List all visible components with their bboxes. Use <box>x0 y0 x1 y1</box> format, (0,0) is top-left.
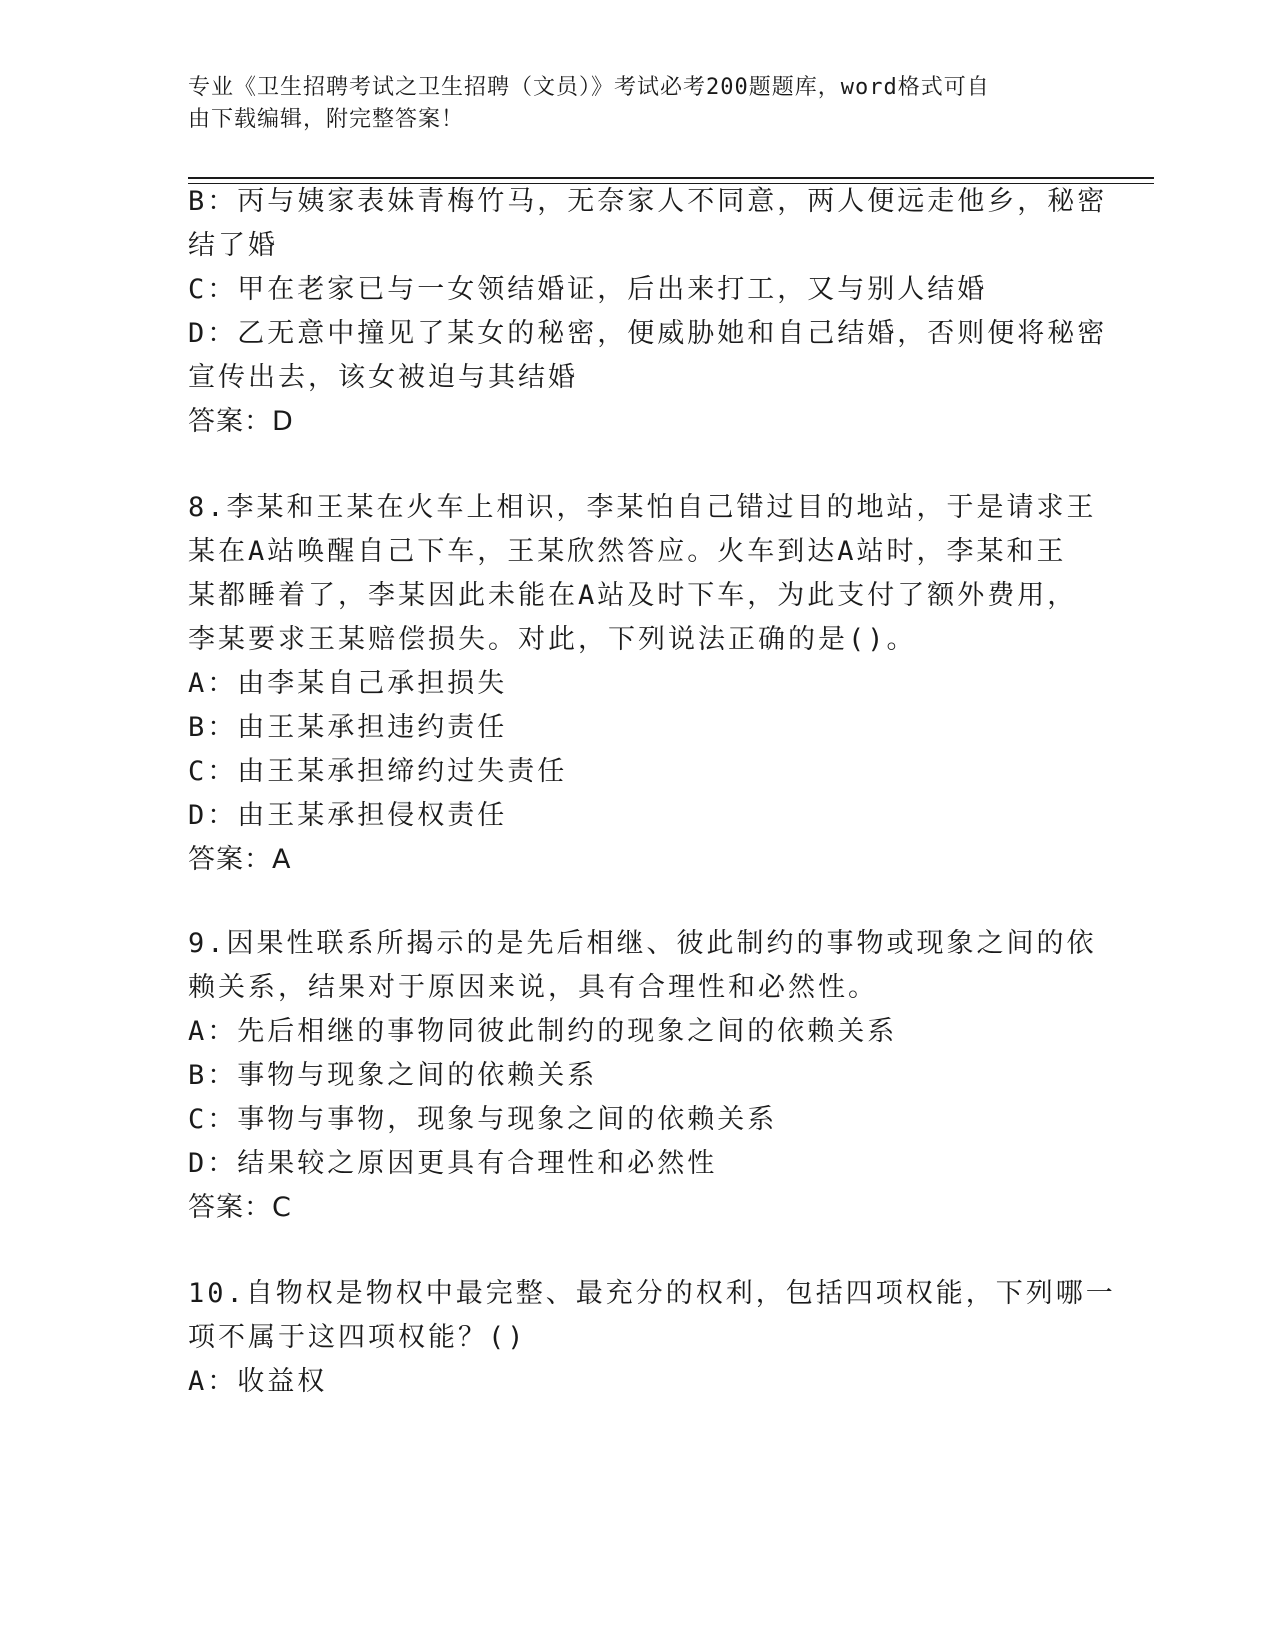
q9-stem-line-2: 赖关系，结果对于原因来说，具有合理性和必然性。 <box>188 972 878 1003</box>
q9-answer: 答案：C <box>188 1192 292 1223</box>
q10-option-a: A：收益权 <box>188 1366 328 1397</box>
q9-stem-line-1: 9.因果性联系所揭示的是先后相继、彼此制约的事物或现象之间的依 <box>188 928 1097 959</box>
q10-stem-line-2: 项不属于这四项权能？() <box>188 1322 527 1353</box>
q7-option-c: C：甲在老家已与一女领结婚证，后出来打工，又与别人结婚 <box>188 274 988 305</box>
q10-stem-line-1: 10.自物权是物权中最完整、最充分的权利，包括四项权能，下列哪一 <box>188 1278 1116 1309</box>
q9-option-b: B：事物与现象之间的依赖关系 <box>188 1060 598 1091</box>
header-line-1: 专业《卫生招聘考试之卫生招聘（文员）》考试必考200题题库，word格式可自 <box>188 75 990 100</box>
q8-stem-line-1: 8.李某和王某在火车上相识，李某怕自己错过目的地站，于是请求王 <box>188 492 1097 523</box>
q7-option-b-line-1: B：丙与姨家表妹青梅竹马，无奈家人不同意，两人便远走他乡，秘密 <box>188 186 1108 217</box>
q8-stem-line-2: 某在A站唤醒自己下车，王某欣然答应。火车到达A站时，李某和王 <box>188 536 1067 567</box>
q7-option-b-line-2: 结了婚 <box>188 230 278 261</box>
header-rule-thick <box>188 177 1154 179</box>
q7-option-d-line-1: D：乙无意中撞见了某女的秘密，便威胁她和自己结婚，否则便将秘密 <box>188 318 1108 349</box>
q9-option-c: C：事物与事物，现象与现象之间的依赖关系 <box>188 1104 778 1135</box>
q7-answer: 答案：D <box>188 406 294 437</box>
q8-option-c: C：由王某承担缔约过失责任 <box>188 756 568 787</box>
header-line-2: 由下载编辑，附完整答案！ <box>188 107 465 132</box>
q8-option-a: A：由李某自己承担损失 <box>188 668 508 699</box>
q7-option-d-line-2: 宣传出去，该女被迫与其结婚 <box>188 362 578 393</box>
q8-stem-line-4: 李某要求王某赔偿损失。对此，下列说法正确的是()。 <box>188 624 917 655</box>
q8-option-d: D：由王某承担侵权责任 <box>188 800 508 831</box>
q9-option-a: A：先后相继的事物同彼此制约的现象之间的依赖关系 <box>188 1016 898 1047</box>
q8-option-b: B：由王某承担违约责任 <box>188 712 508 743</box>
q8-stem-line-3: 某都睡着了，李某因此未能在A站及时下车，为此支付了额外费用， <box>188 580 1078 611</box>
q9-option-d: D：结果较之原因更具有合理性和必然性 <box>188 1148 718 1179</box>
document-header <box>188 72 1068 136</box>
q8-answer: 答案：A <box>188 844 292 875</box>
